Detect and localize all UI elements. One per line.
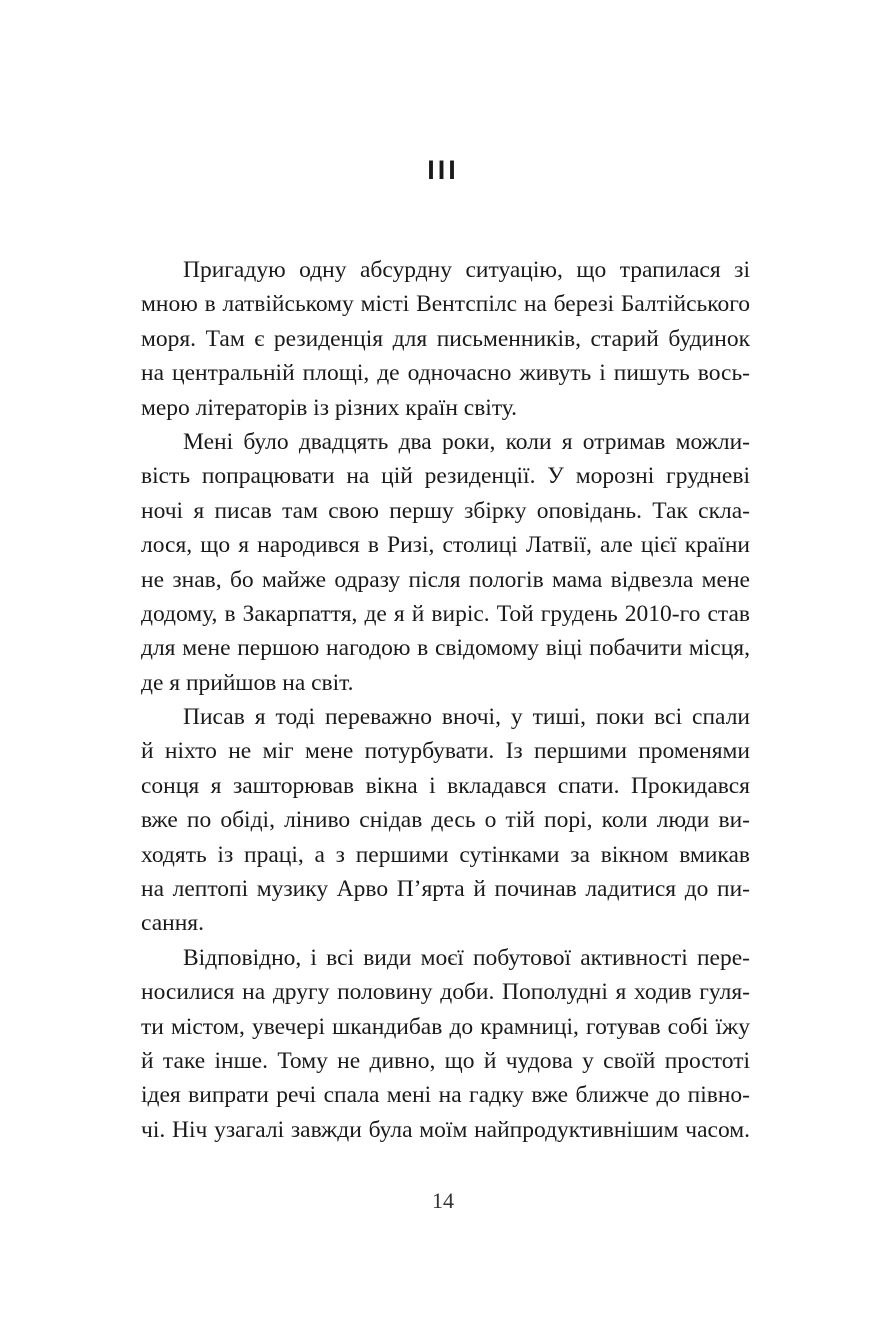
paragraph (141, 941, 750, 1147)
text-line: чі. Ніч узагалі завжди була моїм найпродуктивнішим часом. (141, 1116, 750, 1143)
text-line: ідея випрати речі спала мені на гадку вже ближче до півно- (141, 1082, 750, 1109)
text-line: Писав я тоді переважно вночі, у тиші, поки всі спали (183, 704, 750, 731)
text-line: сання. (141, 910, 204, 937)
text-line: мною в латвійському місті Вентспілс на березі Балтійського (141, 291, 750, 318)
body-text (141, 253, 750, 1147)
paragraph (141, 700, 750, 941)
text-line: носилися на другу половину доби. Пополудні я ходив гуля- (141, 979, 750, 1006)
text-line: вість попрацювати на цій резиденції. У морозні грудневі (141, 463, 750, 490)
text-line: не знав, бо майже одразу після пологів мама відвезла мене (141, 566, 750, 593)
text-line: Пригадую одну абсурдну ситуацію, що трапилася зі (183, 257, 750, 283)
page-number: 14 (432, 1188, 454, 1213)
text-line: Відповідно, і всі види моєї побутової активності пере- (183, 944, 750, 971)
text-line: додому, в Закарпаття, де я й виріс. Той грудень 2010-го став (141, 600, 750, 627)
text-line: ночі я писав там свою першу збірку оповідань. Так скла- (141, 497, 750, 524)
text-line: ти містом, увечері шкандибав до крамниці, готував собі їжу (141, 1013, 750, 1040)
paragraph (141, 253, 750, 425)
text-line: для мене першою нагодою в свідомому віці побачити місця, (141, 635, 750, 662)
text-line: на центральній площі, де одночасно живуть і пишуть вось- (141, 360, 750, 387)
text-line: меро літераторів із різних країн світу. (141, 394, 518, 421)
text-line: ходять із праці, а з першими сутінками за вікном вмикав (141, 841, 750, 868)
text-line: сонця я зашторював вікна і вкладався спати. Прокидався (141, 772, 750, 799)
paragraph (141, 425, 750, 700)
text-line: моря. Там є резиденція для письменників, старий будинок (141, 325, 750, 352)
text-line: й ніхто не міг мене потурбувати. Із першими променями (141, 738, 750, 765)
text-line: й таке інше. Тому не дивно, що й чудова у своїй простоті (141, 1047, 750, 1074)
text-line: лося, що я народився в Ризі, столиці Латвії, але цієї країни (141, 532, 750, 559)
text-line: Мені було двадцять два роки, коли я отримав можли- (183, 428, 750, 455)
text-line: де я прийшов на світ. (141, 669, 354, 696)
text-line: вже по обіді, ліниво снідав десь о тій порі, коли люди ви- (141, 807, 750, 834)
text-line: на лептопі музику Арво П’ярта й починав ладитися до пи- (141, 876, 750, 903)
chapter-title: III (427, 155, 459, 185)
